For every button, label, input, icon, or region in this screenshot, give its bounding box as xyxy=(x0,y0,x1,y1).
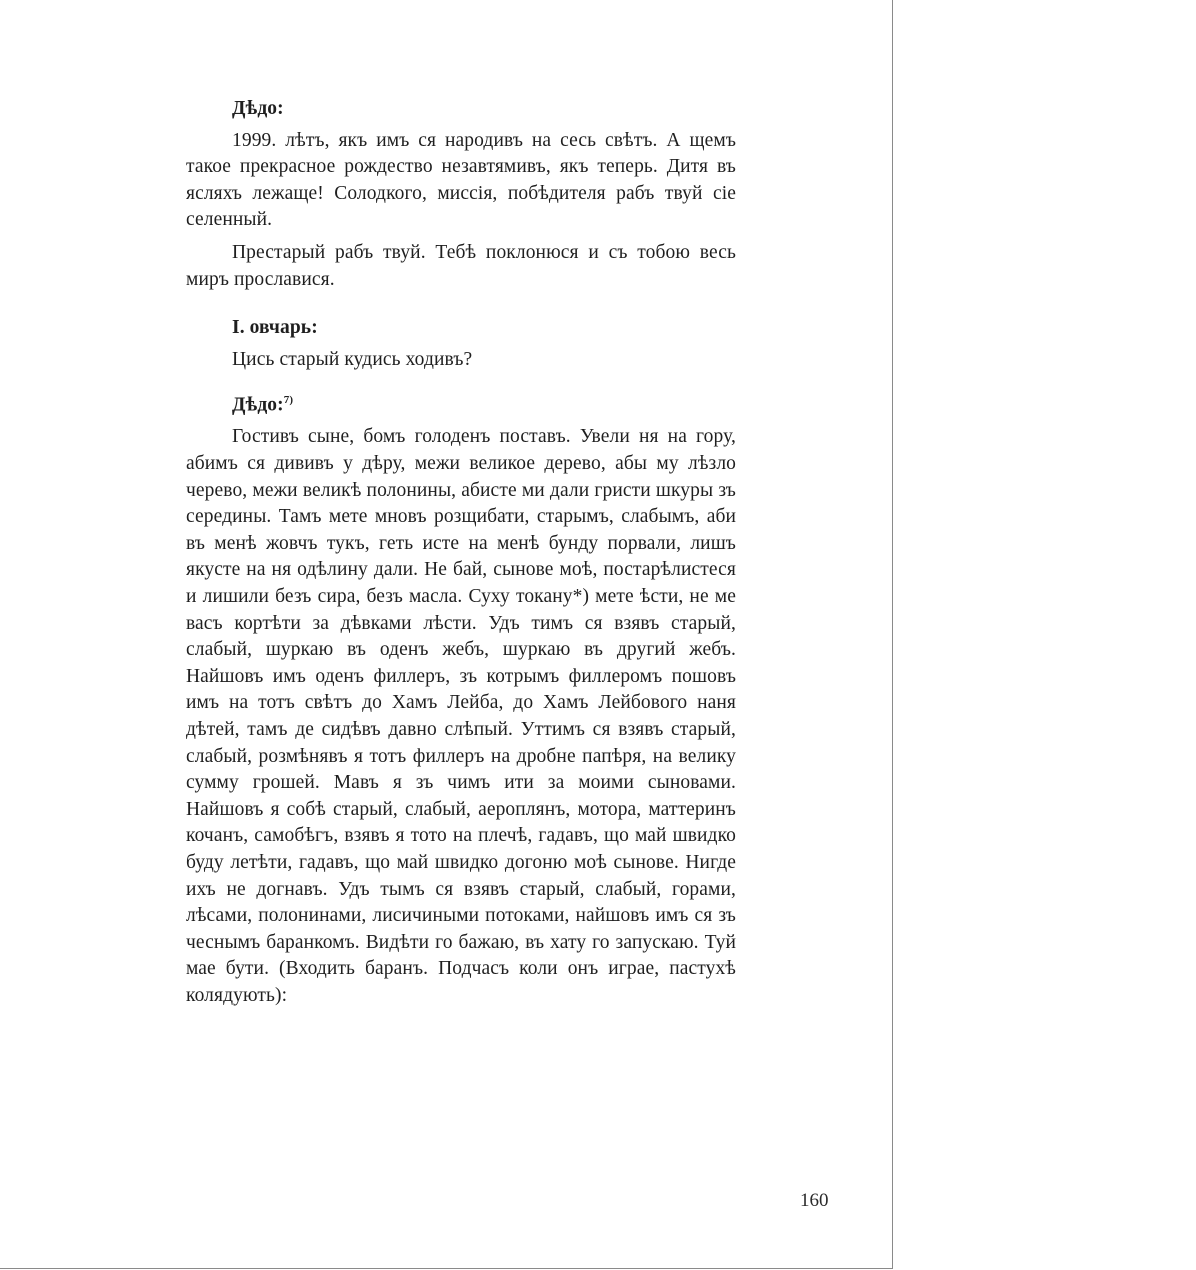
paragraph-1: 1999. лѣтъ, якъ имъ ся народивъ на сесь свѣтъ. А щемъ такое прекрасное рождество незавтямивъ, якъ теперь. Дитя въ ясляхъ лежаще! Солодкого, миссія, побѣдителя рабъ твуй сіе селенный. xyxy=(186,129,736,231)
page-number: 160 xyxy=(800,1190,829,1211)
paragraph-2: Престарый рабъ твуй. Тебѣ поклонюся и съ тобою весь миръ прославися. xyxy=(186,241,736,290)
speaker-heading-dido-2: Дѣдо:$^{7)}$ xyxy=(232,394,294,416)
speaker-heading-ovchar: I. овчарь: xyxy=(232,317,318,339)
page-content xyxy=(186,96,736,1010)
paragraph-4: Гостивъ сыне, бомъ голоденъ поставъ. Увели ня на гору, абимъ ся дививъ у дѣру, межи великое дерево, абы му лѣзло черево, межи великѣ полонины, абисте ми дали гристи шкуры зъ середины. Тамъ мете мновъ розщибати, старымъ, слабымъ, аби въ менѣ жовчъ тукъ, геть исте на менѣ бунду порвали, лишъ якусте на ня одѣлину дали. Не бай, сынове моѣ, постарѣлистеся и лишили безъ сира, безъ масла. Суху токану*) мете ѣсти, не ме васъ кортѣти за дѣвками лѣсти. Удъ тимъ ся взявъ старый, слабый, шуркаю въ оденъ жебъ, шуркаю въ другий жебъ. Найшовъ имъ оденъ филлеръ, зъ котрымъ филлеромъ пошовъ имъ на тотъ свѣтъ до Хамъ Лейба, до Хамъ Лейбового наня дѣтей, тамъ де сидѣвъ давно слѣпый. Уттимъ ся взявъ старый, слабый, розмѣнявъ я тотъ филлеръ на дробне папѣря, на велику сумму грошей. Мавъ я зъ чимъ ити за моими сыновами. Найшовъ я собѣ старый, слабый, аероплянъ, мотора, маттеринъ кочанъ, самобѣгъ, взявъ я тото на плечѣ, гадавъ, що май швидко буду летѣти, гадавъ, що май швидко догоню моѣ сынове. Нигде ихъ не догнавъ. Удъ тымъ ся взявъ старый, слабый, горами, лѣсами, полонинами, лисичиными потоками, найшовъ имъ ся зъ чеснымъ баранкомъ. Видѣти го бажаю, въ хату го запускаю. Туй мае бути. (Входить баранъ. Подчасъ коли онъ играе, пастухѣ колядують): xyxy=(186,426,736,1006)
paragraph-3: Цись старый кудись ходивъ? xyxy=(232,348,473,370)
footnote-marker: 7) xyxy=(283,394,294,407)
speaker-heading-dido-1: Дѣдо: xyxy=(232,98,284,119)
